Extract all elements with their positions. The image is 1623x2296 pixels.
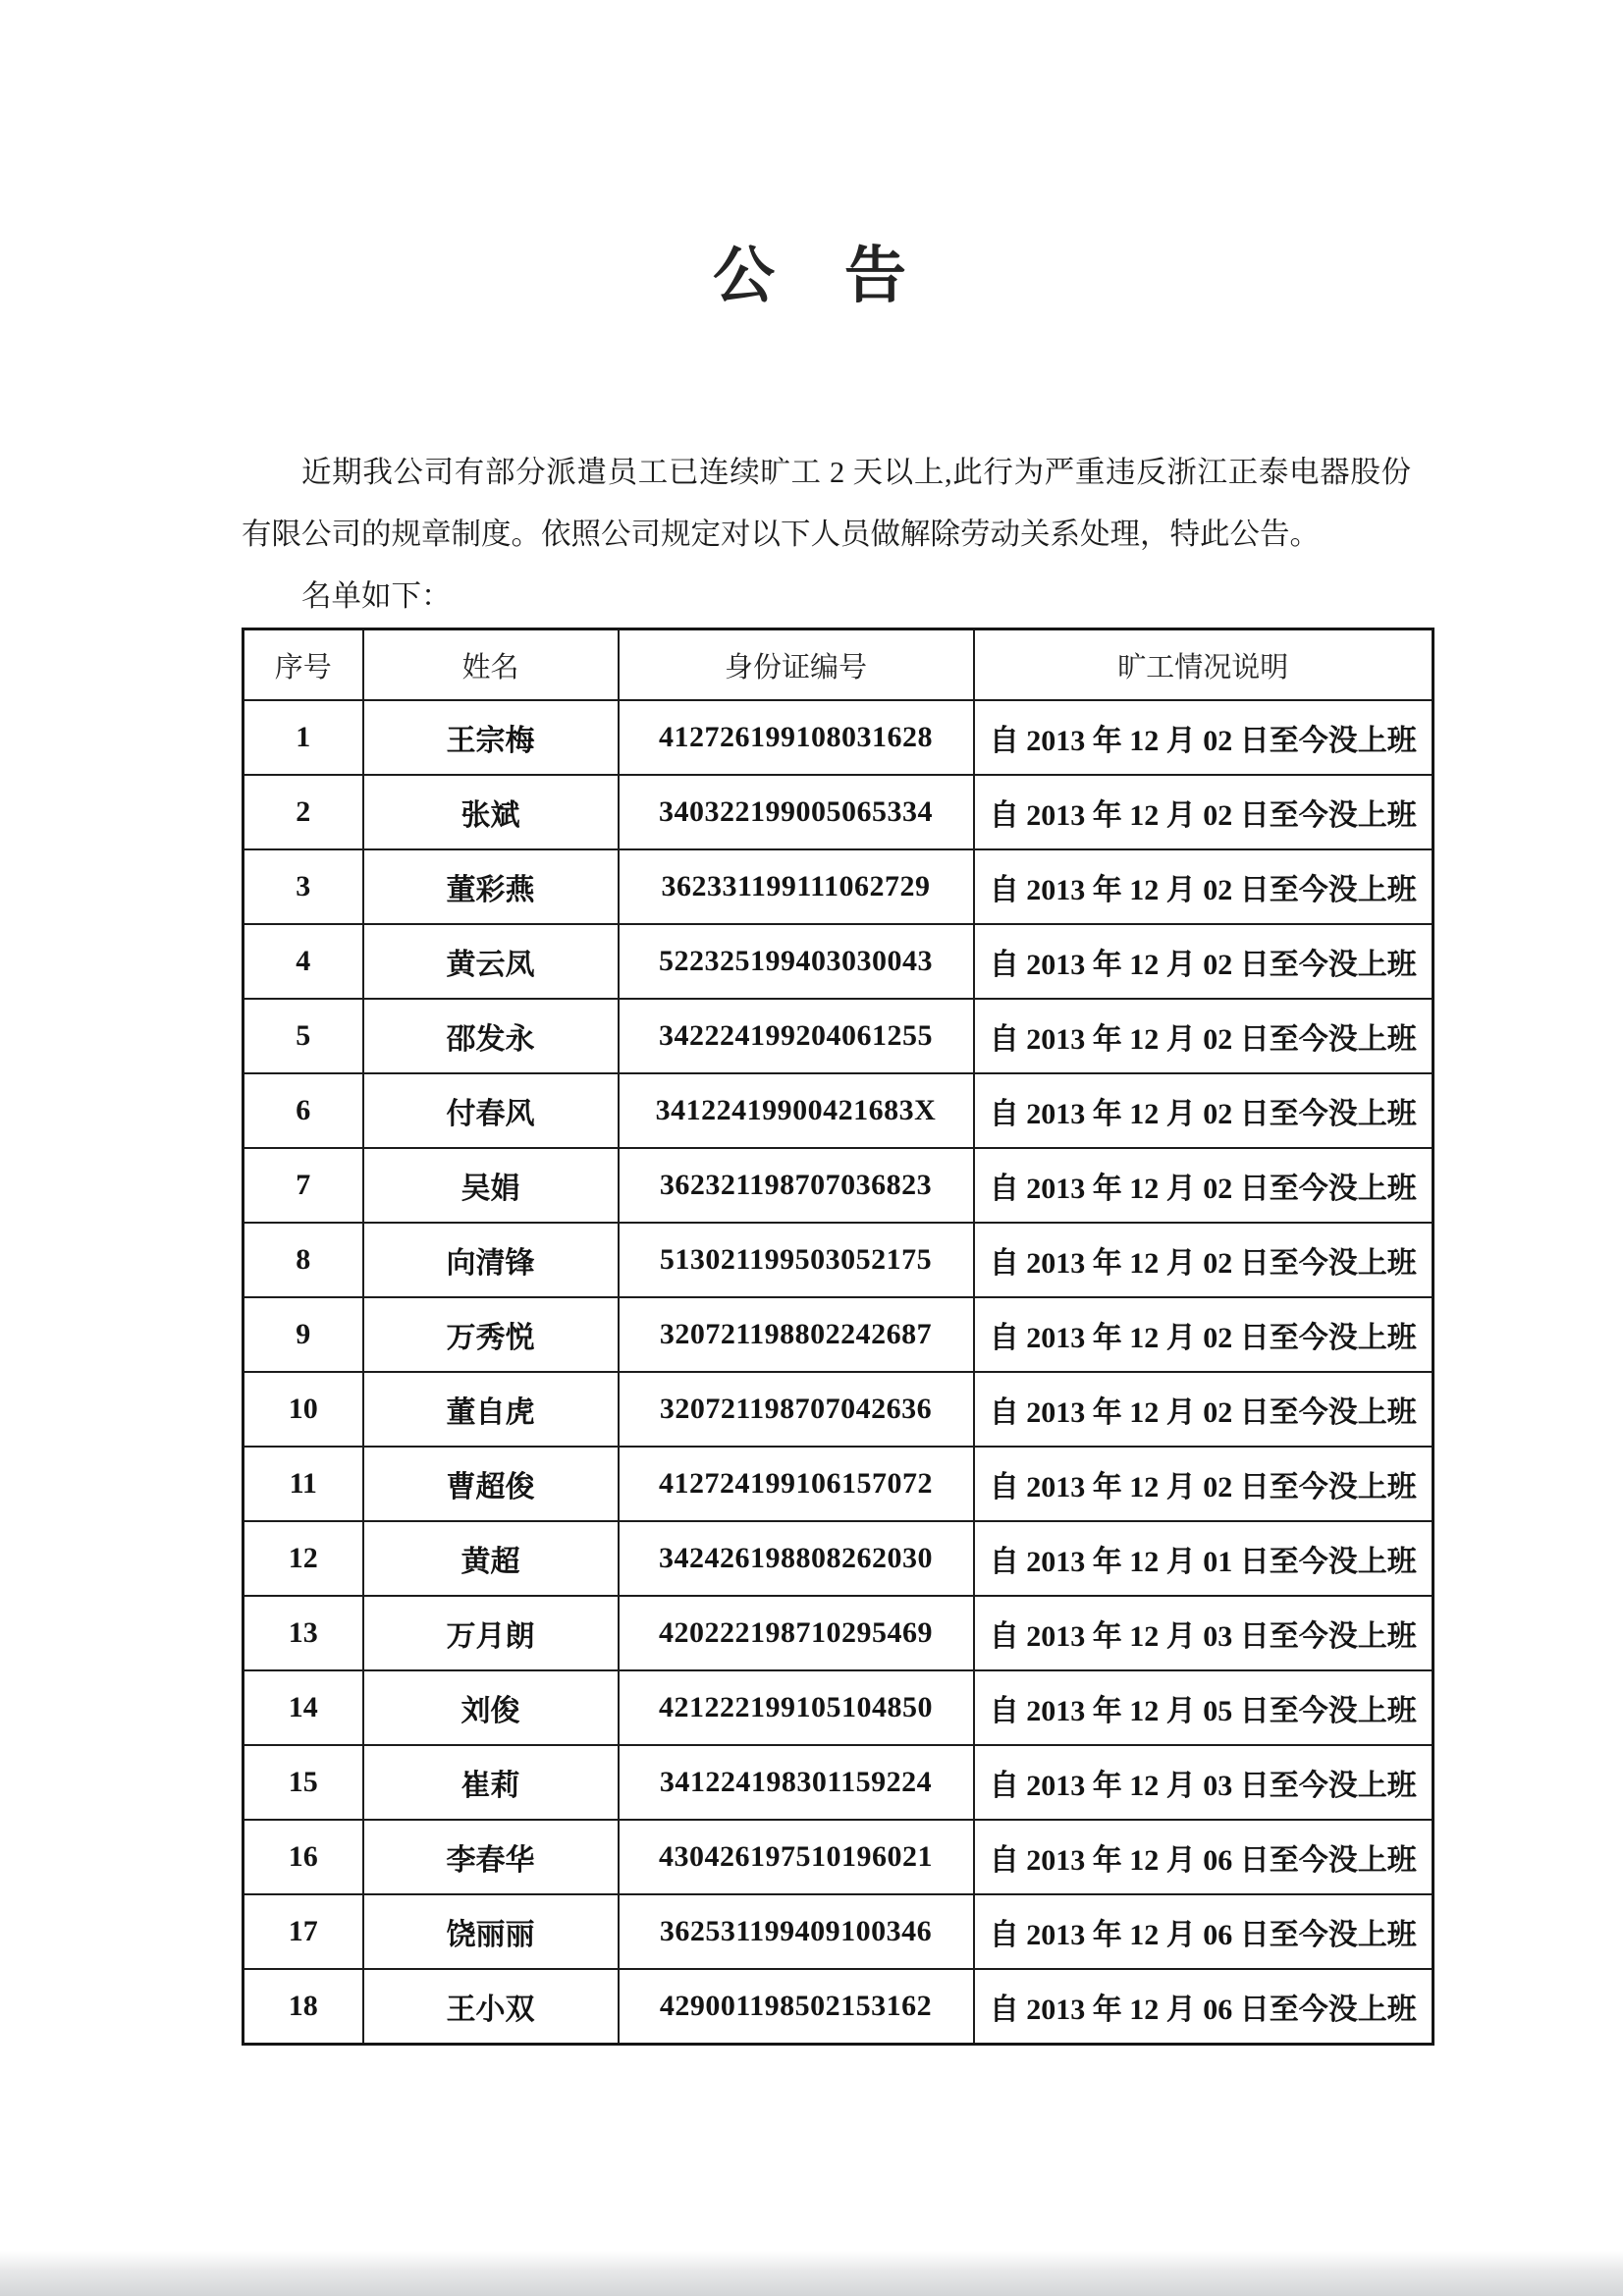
cell-id-number: 412724199106157072: [619, 1447, 974, 1521]
cell-absence-note: 自 2013 年 12 月 02 日至今没上班: [974, 1297, 1434, 1372]
table-row: [243, 775, 1434, 849]
cell-id-number: 341224198301159224: [619, 1745, 974, 1820]
cell-employee-name: 王宗梅: [363, 700, 619, 775]
cell-row-index: 9: [243, 1297, 363, 1372]
cell-id-number: 34122419900421683X: [619, 1073, 974, 1148]
table-row: [243, 1745, 1434, 1820]
column-header-absence-note: 旷工情况说明: [974, 629, 1434, 701]
cell-employee-name: 向清锋: [363, 1223, 619, 1297]
cell-id-number: 342224199204061255: [619, 999, 974, 1073]
list-intro: 名单如下：: [301, 579, 452, 613]
cell-employee-name: 董自虎: [363, 1372, 619, 1447]
table-body: [243, 700, 1434, 2045]
table-row: [243, 1820, 1434, 1894]
cell-employee-name: 黄云凤: [363, 924, 619, 999]
cell-absence-note: 自 2013 年 12 月 02 日至今没上班: [974, 924, 1434, 999]
cell-id-number: 429001198502153162: [619, 1969, 974, 2045]
table-row: [243, 999, 1434, 1073]
cell-employee-name: 董彩燕: [363, 849, 619, 924]
cell-employee-name: 付春风: [363, 1073, 619, 1148]
cell-row-index: 1: [243, 700, 363, 775]
cell-id-number: 420222198710295469: [619, 1596, 974, 1670]
cell-id-number: 320721198802242687: [619, 1297, 974, 1372]
cell-employee-name: 吴娟: [363, 1148, 619, 1223]
cell-row-index: 11: [243, 1447, 363, 1521]
table-row: [243, 1521, 1434, 1596]
cell-row-index: 7: [243, 1148, 363, 1223]
cell-employee-name: 饶丽丽: [363, 1894, 619, 1969]
cell-row-index: 6: [243, 1073, 363, 1148]
cell-row-index: 17: [243, 1894, 363, 1969]
dismissal-roster-table: [242, 628, 1434, 2046]
column-header-index: 序号: [243, 629, 363, 701]
cell-absence-note: 自 2013 年 12 月 05 日至今没上班: [974, 1670, 1434, 1745]
cell-employee-name: 李春华: [363, 1820, 619, 1894]
cell-absence-note: 自 2013 年 12 月 02 日至今没上班: [974, 1447, 1434, 1521]
column-header-id-number: 身份证编号: [619, 629, 974, 701]
cell-id-number: 340322199005065334: [619, 775, 974, 849]
cell-row-index: 8: [243, 1223, 363, 1297]
cell-id-number: 362321198707036823: [619, 1148, 974, 1223]
table-row: [243, 1969, 1434, 2045]
table-row: [243, 1596, 1434, 1670]
cell-absence-note: 自 2013 年 12 月 02 日至今没上班: [974, 849, 1434, 924]
cell-row-index: 10: [243, 1372, 363, 1447]
cell-absence-note: 自 2013 年 12 月 02 日至今没上班: [974, 1073, 1434, 1148]
table-row: [243, 1894, 1434, 1969]
cell-row-index: 15: [243, 1745, 363, 1820]
scan-edge-shadow: [0, 2251, 1623, 2296]
table-row: [243, 1670, 1434, 1745]
cell-absence-note: 自 2013 年 12 月 06 日至今没上班: [974, 1894, 1434, 1969]
cell-employee-name: 黄超: [363, 1521, 619, 1596]
cell-employee-name: 曹超俊: [363, 1447, 619, 1521]
table-row: [243, 1297, 1434, 1372]
cell-id-number: 412726199108031628: [619, 700, 974, 775]
table-row: [243, 1148, 1434, 1223]
column-header-name: 姓名: [363, 629, 619, 701]
cell-row-index: 18: [243, 1969, 363, 2045]
cell-id-number: 342426198808262030: [619, 1521, 974, 1596]
cell-row-index: 2: [243, 775, 363, 849]
cell-employee-name: 张斌: [363, 775, 619, 849]
cell-id-number: 320721198707042636: [619, 1372, 974, 1447]
cell-absence-note: 自 2013 年 12 月 01 日至今没上班: [974, 1521, 1434, 1596]
table-row: [243, 700, 1434, 775]
table-row: [243, 1223, 1434, 1297]
cell-row-index: 13: [243, 1596, 363, 1670]
cell-row-index: 3: [243, 849, 363, 924]
table-row: [243, 1073, 1434, 1148]
cell-row-index: 16: [243, 1820, 363, 1894]
cell-absence-note: 自 2013 年 12 月 03 日至今没上班: [974, 1596, 1434, 1670]
cell-employee-name: 王小双: [363, 1969, 619, 2045]
cell-employee-name: 万月朗: [363, 1596, 619, 1670]
cell-absence-note: 自 2013 年 12 月 02 日至今没上班: [974, 775, 1434, 849]
cell-id-number: 362531199409100346: [619, 1894, 974, 1969]
cell-id-number: 513021199503052175: [619, 1223, 974, 1297]
cell-absence-note: 自 2013 年 12 月 06 日至今没上班: [974, 1820, 1434, 1894]
cell-absence-note: 自 2013 年 12 月 02 日至今没上班: [974, 1223, 1434, 1297]
cell-row-index: 12: [243, 1521, 363, 1596]
page-title: 公 告: [713, 242, 910, 310]
cell-employee-name: 邵发永: [363, 999, 619, 1073]
cell-absence-note: 自 2013 年 12 月 03 日至今没上班: [974, 1745, 1434, 1820]
cell-absence-note: 自 2013 年 12 月 02 日至今没上班: [974, 999, 1434, 1073]
table-header-row: [243, 629, 1434, 701]
notice-paragraph: 近期我公司有部分派遣员工已连续旷工 2 天以上,此行为严重违反浙江正泰电器股份有限公司的规章制度。依照公司规定对以下人员做解除劳动关系处理，特此公告。: [242, 456, 1411, 551]
cell-row-index: 14: [243, 1670, 363, 1745]
cell-id-number: 522325199403030043: [619, 924, 974, 999]
cell-absence-note: 自 2013 年 12 月 02 日至今没上班: [974, 1372, 1434, 1447]
cell-absence-note: 自 2013 年 12 月 06 日至今没上班: [974, 1969, 1434, 2045]
cell-id-number: 421222199105104850: [619, 1670, 974, 1745]
cell-row-index: 5: [243, 999, 363, 1073]
table-row: [243, 1372, 1434, 1447]
cell-id-number: 362331199111062729: [619, 849, 974, 924]
table-row: [243, 924, 1434, 999]
cell-employee-name: 刘俊: [363, 1670, 619, 1745]
cell-employee-name: 万秀悦: [363, 1297, 619, 1372]
cell-id-number: 430426197510196021: [619, 1820, 974, 1894]
cell-row-index: 4: [243, 924, 363, 999]
cell-absence-note: 自 2013 年 12 月 02 日至今没上班: [974, 700, 1434, 775]
table-row: [243, 1447, 1434, 1521]
table-row: [243, 849, 1434, 924]
cell-employee-name: 崔莉: [363, 1745, 619, 1820]
cell-absence-note: 自 2013 年 12 月 02 日至今没上班: [974, 1148, 1434, 1223]
